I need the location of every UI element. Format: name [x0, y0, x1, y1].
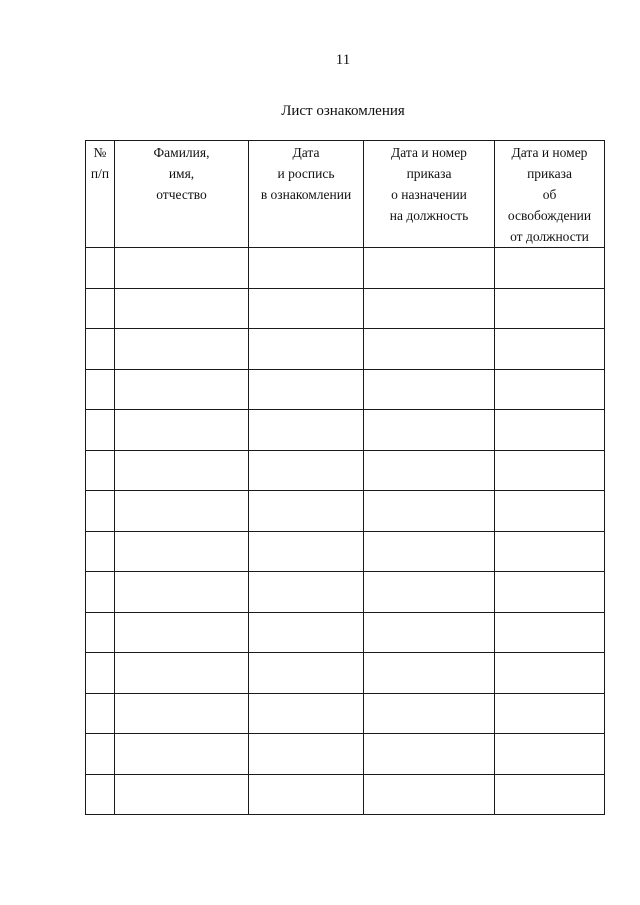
header-line: на должность [389, 208, 469, 223]
cell-appointment-order [364, 612, 495, 653]
cell-dismissal-order [495, 734, 605, 775]
cell-appointment-order [364, 774, 495, 815]
table-row [86, 653, 605, 694]
acquaintance-table [85, 140, 605, 815]
header-line: и роспись [277, 166, 335, 181]
cell-date-signature [249, 734, 364, 775]
table-row [86, 329, 605, 370]
cell-date-signature [249, 450, 364, 491]
cell-appointment-order [364, 531, 495, 572]
cell-appointment-order [364, 369, 495, 410]
table-row [86, 612, 605, 653]
table-row [86, 248, 605, 289]
cell-dismissal-order [495, 491, 605, 532]
header-line: имя, [168, 166, 195, 181]
cell-full-name [115, 329, 249, 370]
cell-full-name [115, 653, 249, 694]
cell-number [86, 410, 115, 451]
cell-date-signature [249, 288, 364, 329]
cell-appointment-order [364, 288, 495, 329]
cell-dismissal-order [495, 693, 605, 734]
table-row [86, 288, 605, 329]
cell-dismissal-order [495, 572, 605, 613]
cell-full-name [115, 248, 249, 289]
header-line: № [93, 145, 107, 160]
table-row [86, 410, 605, 451]
cell-dismissal-order [495, 774, 605, 815]
cell-appointment-order [364, 329, 495, 370]
table-row [86, 450, 605, 491]
header-dismissal-order [495, 141, 605, 248]
cell-date-signature [249, 369, 364, 410]
header-line: приказа [527, 166, 572, 181]
header-line: в ознакомлении [260, 187, 352, 202]
cell-date-signature [249, 329, 364, 370]
table-row [86, 491, 605, 532]
cell-dismissal-order [495, 288, 605, 329]
table-row [86, 572, 605, 613]
cell-appointment-order [364, 693, 495, 734]
cell-date-signature [249, 693, 364, 734]
cell-number [86, 693, 115, 734]
table-row [86, 369, 605, 410]
cell-dismissal-order [495, 369, 605, 410]
cell-appointment-order [364, 491, 495, 532]
cell-appointment-order [364, 734, 495, 775]
header-line: Фамилия, [153, 145, 210, 160]
cell-dismissal-order [495, 248, 605, 289]
table-row [86, 531, 605, 572]
table-row [86, 774, 605, 815]
cell-full-name [115, 612, 249, 653]
cell-date-signature [249, 572, 364, 613]
cell-number [86, 653, 115, 694]
cell-number [86, 572, 115, 613]
cell-date-signature [249, 491, 364, 532]
header-line: п/п [90, 166, 110, 181]
cell-appointment-order [364, 450, 495, 491]
cell-number [86, 450, 115, 491]
cell-date-signature [249, 248, 364, 289]
table-header-row [86, 141, 605, 248]
cell-number [86, 329, 115, 370]
table-body [86, 248, 605, 815]
header-line: от должности [510, 229, 589, 244]
cell-appointment-order [364, 572, 495, 613]
header-number [86, 141, 115, 248]
cell-dismissal-order [495, 410, 605, 451]
cell-full-name [115, 693, 249, 734]
header-line: отчество [156, 187, 207, 202]
cell-number [86, 774, 115, 815]
cell-dismissal-order [495, 329, 605, 370]
page-number: 11 [335, 52, 351, 68]
header-line: освобождении [507, 208, 592, 223]
cell-full-name [115, 410, 249, 451]
cell-full-name [115, 491, 249, 532]
cell-full-name [115, 288, 249, 329]
cell-number [86, 288, 115, 329]
header-line: о назначении [391, 187, 467, 202]
header-date-signature [249, 141, 364, 248]
cell-full-name [115, 774, 249, 815]
header-line: об [542, 187, 557, 202]
cell-appointment-order [364, 248, 495, 289]
cell-full-name [115, 531, 249, 572]
cell-date-signature [249, 653, 364, 694]
cell-full-name [115, 369, 249, 410]
table-row [86, 734, 605, 775]
cell-dismissal-order [495, 531, 605, 572]
cell-number [86, 734, 115, 775]
cell-full-name [115, 572, 249, 613]
cell-number [86, 612, 115, 653]
header-line: Дата [292, 145, 320, 160]
cell-dismissal-order [495, 450, 605, 491]
cell-date-signature [249, 612, 364, 653]
document-title: Лист ознакомления [281, 103, 405, 119]
cell-full-name [115, 450, 249, 491]
header-full-name [115, 141, 249, 248]
header-appointment-order [364, 141, 495, 248]
cell-date-signature [249, 531, 364, 572]
cell-full-name [115, 734, 249, 775]
header-line: Дата и номер [391, 145, 467, 160]
cell-dismissal-order [495, 653, 605, 694]
cell-appointment-order [364, 410, 495, 451]
cell-date-signature [249, 774, 364, 815]
cell-number [86, 369, 115, 410]
header-line: Дата и номер [511, 145, 588, 160]
cell-dismissal-order [495, 612, 605, 653]
header-line: приказа [406, 166, 452, 181]
cell-appointment-order [364, 653, 495, 694]
table-row [86, 693, 605, 734]
cell-number [86, 531, 115, 572]
cell-number [86, 491, 115, 532]
cell-number [86, 248, 115, 289]
cell-date-signature [249, 410, 364, 451]
